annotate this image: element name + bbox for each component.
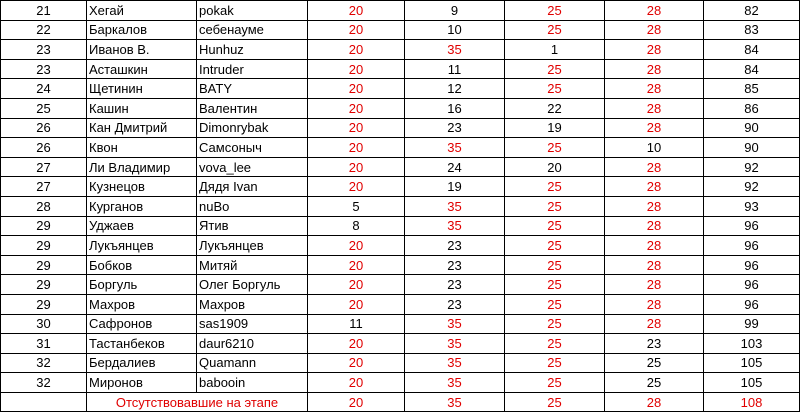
place-cell: 21	[1, 1, 87, 21]
total-cell: 93	[704, 196, 800, 216]
stage2-cell: 9	[405, 1, 505, 21]
surname-cell: Курганов	[87, 196, 197, 216]
stage1-cell: 20	[308, 177, 405, 197]
stage1-cell: 20	[308, 79, 405, 99]
stage2-cell: 35	[405, 314, 505, 334]
stage4-cell: 28	[605, 98, 704, 118]
stage3-cell: 25	[505, 373, 605, 393]
surname-cell: Ли Владимир	[87, 157, 197, 177]
nickname-cell: Intruder	[197, 59, 308, 79]
place-cell: 30	[1, 314, 87, 334]
stage2-cell: 24	[405, 157, 505, 177]
stage4-cell: 28	[605, 157, 704, 177]
total-cell: 90	[704, 138, 800, 158]
stage3-cell: 20	[505, 157, 605, 177]
stage3-cell: 25	[505, 314, 605, 334]
stage2-cell: 12	[405, 79, 505, 99]
nickname-cell: себенауме	[197, 20, 308, 40]
place-cell: 25	[1, 98, 87, 118]
place-cell: 24	[1, 79, 87, 99]
stage2-cell: 35	[405, 353, 505, 373]
stage1-cell: 20	[308, 20, 405, 40]
surname-cell: Боргуль	[87, 275, 197, 295]
stage3-cell: 25	[505, 334, 605, 354]
stage2-cell: 23	[405, 294, 505, 314]
stage1-cell: 20	[308, 40, 405, 60]
stage3-cell: 25	[505, 20, 605, 40]
table-row	[1, 98, 800, 118]
stage3-cell: 25	[505, 236, 605, 256]
table-row	[1, 118, 800, 138]
nickname-cell: Олег Боргуль	[197, 275, 308, 295]
place-cell: 32	[1, 373, 87, 393]
stage3-cell: 25	[505, 196, 605, 216]
place-cell: 22	[1, 20, 87, 40]
nickname-cell: daur6210	[197, 334, 308, 354]
stage2-cell: 10	[405, 20, 505, 40]
nickname-cell: BATY	[197, 79, 308, 99]
nickname-cell: Самсоныч	[197, 138, 308, 158]
stage1-cell: 20	[308, 334, 405, 354]
stage4-cell: 28	[605, 40, 704, 60]
stage3-cell: 25	[505, 1, 605, 21]
total-cell: 90	[704, 118, 800, 138]
place-cell: 29	[1, 255, 87, 275]
stage1-cell: 20	[308, 1, 405, 21]
stage2-cell: 19	[405, 177, 505, 197]
total-cell: 92	[704, 157, 800, 177]
total-cell: 105	[704, 353, 800, 373]
surname-cell: Бобков	[87, 255, 197, 275]
stage3-cell: 25	[505, 138, 605, 158]
stage4-cell: 28	[605, 255, 704, 275]
stage2-cell: 35	[405, 40, 505, 60]
surname-cell: Кузнецов	[87, 177, 197, 197]
place-cell: 29	[1, 275, 87, 295]
stage1-cell: 20	[308, 98, 405, 118]
total-cell: 96	[704, 216, 800, 236]
surname-cell: Тастанбеков	[87, 334, 197, 354]
stage4-cell: 28	[605, 314, 704, 334]
stage1-cell: 20	[308, 275, 405, 295]
results-rows	[1, 1, 800, 393]
stage3-cell: 25	[505, 294, 605, 314]
surname-cell: Лукъянцев	[87, 236, 197, 256]
surname-cell: Кан Дмитрий	[87, 118, 197, 138]
stage1-cell: 20	[308, 118, 405, 138]
stage1-cell: 8	[308, 216, 405, 236]
stage4-cell: 10	[605, 138, 704, 158]
table-row	[1, 40, 800, 60]
stage3-cell: 25	[505, 275, 605, 295]
surname-cell: Асташкин	[87, 59, 197, 79]
stage2-cell: 35	[405, 334, 505, 354]
nickname-cell: vova_lee	[197, 157, 308, 177]
total-cell: 96	[704, 294, 800, 314]
stage4-cell: 28	[605, 236, 704, 256]
place-cell: 29	[1, 216, 87, 236]
stage4-cell: 28	[605, 196, 704, 216]
nickname-cell: nuBo	[197, 196, 308, 216]
stage4-cell: 28	[605, 20, 704, 40]
place-cell: 31	[1, 334, 87, 354]
place-cell: 27	[1, 177, 87, 197]
total-cell: 103	[704, 334, 800, 354]
nickname-cell: babooin	[197, 373, 308, 393]
stage1-cell: 11	[308, 314, 405, 334]
total-cell: 96	[704, 255, 800, 275]
total-cell: 99	[704, 314, 800, 334]
absent-label: Отсутствовавшие на этапе	[87, 392, 308, 412]
nickname-cell: pokak	[197, 1, 308, 21]
stage2-cell: 23	[405, 275, 505, 295]
stage4-cell: 28	[605, 275, 704, 295]
total-cell: 96	[704, 236, 800, 256]
stage3-cell: 25	[505, 216, 605, 236]
stage3-cell: 22	[505, 98, 605, 118]
table-row	[1, 177, 800, 197]
place-cell: 23	[1, 40, 87, 60]
total-cell: 85	[704, 79, 800, 99]
table-row	[1, 1, 800, 21]
table-row	[1, 216, 800, 236]
surname-cell: Бердалиев	[87, 353, 197, 373]
place-cell: 23	[1, 59, 87, 79]
stage4-cell: 28	[605, 79, 704, 99]
stage2-cell: 35	[405, 373, 505, 393]
stage4-cell: 25	[605, 373, 704, 393]
place-cell: 29	[1, 236, 87, 256]
table-row	[1, 353, 800, 373]
place-cell: 29	[1, 294, 87, 314]
stage3-cell: 19	[505, 118, 605, 138]
table-row	[1, 334, 800, 354]
surname-cell: Уджаев	[87, 216, 197, 236]
stage1-cell: 20	[308, 373, 405, 393]
nickname-cell: Митяй	[197, 255, 308, 275]
absent-stage4: 28	[605, 392, 704, 412]
total-cell: 86	[704, 98, 800, 118]
stage3-cell: 25	[505, 79, 605, 99]
absent-total: 108	[704, 392, 800, 412]
table-row	[1, 236, 800, 256]
table-row	[1, 373, 800, 393]
stage1-cell: 20	[308, 157, 405, 177]
table-row	[1, 314, 800, 334]
nickname-cell: Лукъянцев	[197, 236, 308, 256]
nickname-cell: Валентин	[197, 98, 308, 118]
stage1-cell: 20	[308, 353, 405, 373]
nickname-cell: Quamann	[197, 353, 308, 373]
table-row	[1, 138, 800, 158]
place-cell: 32	[1, 353, 87, 373]
absent-row	[1, 392, 800, 412]
surname-cell: Иванов В.	[87, 40, 197, 60]
table-row	[1, 20, 800, 40]
total-cell: 83	[704, 20, 800, 40]
total-cell: 105	[704, 373, 800, 393]
total-cell: 84	[704, 40, 800, 60]
stage1-cell: 20	[308, 294, 405, 314]
stage3-cell: 25	[505, 59, 605, 79]
surname-cell: Миронов	[87, 373, 197, 393]
stage4-cell: 28	[605, 177, 704, 197]
stage4-cell: 28	[605, 294, 704, 314]
stage1-cell: 20	[308, 138, 405, 158]
table-row	[1, 255, 800, 275]
total-cell: 84	[704, 59, 800, 79]
stage1-cell: 20	[308, 236, 405, 256]
nickname-cell: Дядя Ivan	[197, 177, 308, 197]
stage4-cell: 28	[605, 59, 704, 79]
absent-stage1: 20	[308, 392, 405, 412]
surname-cell: Щетинин	[87, 79, 197, 99]
stage2-cell: 23	[405, 118, 505, 138]
stage4-cell: 28	[605, 216, 704, 236]
absent-stage2: 35	[405, 392, 505, 412]
table-row	[1, 79, 800, 99]
surname-cell: Кашин	[87, 98, 197, 118]
stage4-cell: 23	[605, 334, 704, 354]
place-cell: 26	[1, 138, 87, 158]
stage3-cell: 1	[505, 40, 605, 60]
stage2-cell: 23	[405, 255, 505, 275]
table-row	[1, 294, 800, 314]
stage1-cell: 20	[308, 59, 405, 79]
total-cell: 92	[704, 177, 800, 197]
table-row	[1, 275, 800, 295]
stage4-cell: 28	[605, 1, 704, 21]
stage1-cell: 5	[308, 196, 405, 216]
stage4-cell: 28	[605, 118, 704, 138]
total-cell: 96	[704, 275, 800, 295]
surname-cell: Сафронов	[87, 314, 197, 334]
table-row	[1, 157, 800, 177]
stage3-cell: 25	[505, 255, 605, 275]
stage2-cell: 35	[405, 196, 505, 216]
absent-stage3: 25	[505, 392, 605, 412]
stage3-cell: 25	[505, 353, 605, 373]
nickname-cell: Ятив	[197, 216, 308, 236]
surname-cell: Баркалов	[87, 20, 197, 40]
table-row	[1, 59, 800, 79]
surname-cell: Махров	[87, 294, 197, 314]
place-cell: 27	[1, 157, 87, 177]
nickname-cell: Махров	[197, 294, 308, 314]
nickname-cell: Hunhuz	[197, 40, 308, 60]
stage2-cell: 35	[405, 216, 505, 236]
stage4-cell: 25	[605, 353, 704, 373]
surname-cell: Хегай	[87, 1, 197, 21]
place-cell: 26	[1, 118, 87, 138]
stage2-cell: 16	[405, 98, 505, 118]
stage1-cell: 20	[308, 255, 405, 275]
place-cell: 28	[1, 196, 87, 216]
stage2-cell: 23	[405, 236, 505, 256]
stage2-cell: 11	[405, 59, 505, 79]
surname-cell: Квон	[87, 138, 197, 158]
stage3-cell: 25	[505, 177, 605, 197]
total-cell: 82	[704, 1, 800, 21]
stage2-cell: 35	[405, 138, 505, 158]
nickname-cell: sas1909	[197, 314, 308, 334]
table-row	[1, 196, 800, 216]
nickname-cell: Dimonrybak	[197, 118, 308, 138]
